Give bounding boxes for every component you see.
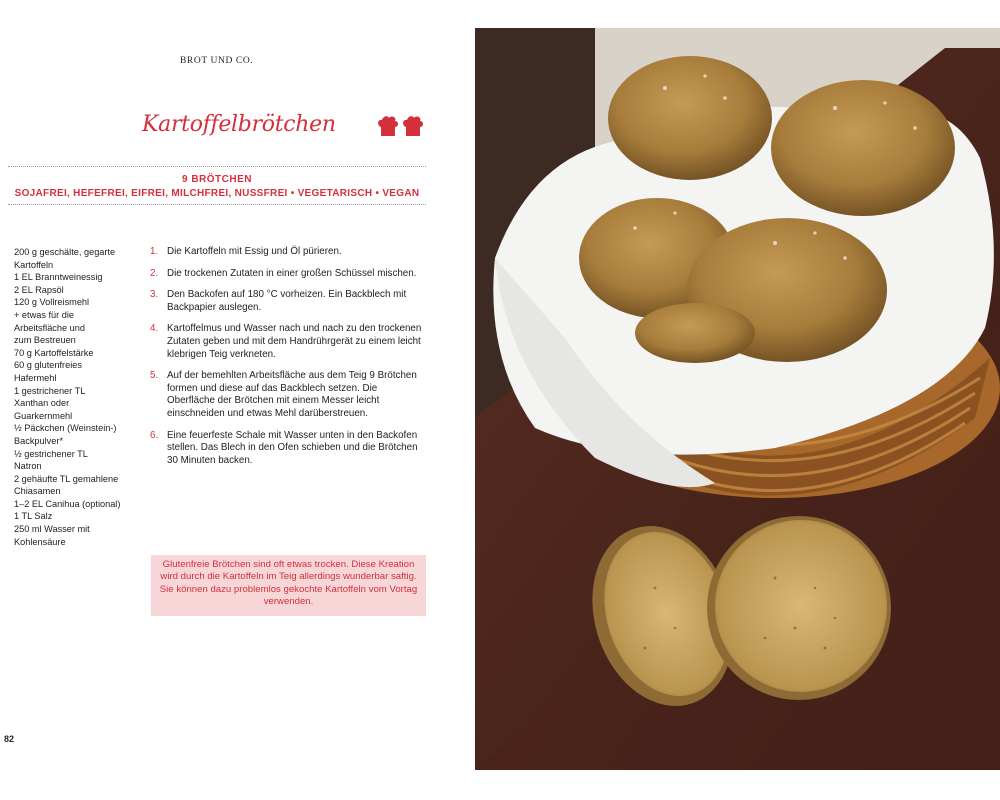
recipe-title: Kartoffelbrötchen (142, 112, 336, 137)
step-text: Die Kartoffeln mit Essig und Öl pürieren. (167, 246, 342, 257)
instruction-step (150, 246, 426, 259)
instruction-step (150, 370, 426, 420)
ingredient-line: zum Bestreuen (14, 335, 76, 346)
page-number: 82 (4, 734, 15, 744)
ingredient-line: 60 g glutenfreies (14, 360, 82, 371)
ingredient-line: Chiasamen (14, 486, 61, 497)
step-text: Eine feuerfeste Schale mit Wasser unten in den Backofen stellen. Das Blech in den Ofen schieben und die Brötchen 30 Minuten backen. (167, 429, 418, 466)
step-number: 3. (150, 289, 159, 301)
ingredient-line: 1–2 EL Canihua (optional) (14, 498, 121, 509)
ingredient-line: 120 g Vollreismehl (14, 297, 90, 308)
step-number: 2. (150, 267, 159, 279)
section-label: BROT UND CO. (180, 56, 254, 66)
recipe-page (0, 0, 475, 800)
ingredient-list (14, 246, 144, 548)
ingredient-line: 70 g Kartoffelstärke (14, 347, 94, 358)
step-text: Kartoffelmus und Wasser nach und nach zu den trockenen Zutaten geben und mit dem Handrührgerät zu einem leicht klebrigen Teig verkneten. (167, 323, 422, 360)
step-text: Den Backofen auf 180 °C vorheizen. Ein Backblech mit Backpapier auslegen. (167, 289, 407, 313)
difficulty-indicator (377, 115, 424, 137)
ingredient-line: Hafermehl (14, 372, 57, 383)
ingredient-line: 1 EL Branntweinessig (14, 272, 103, 283)
ingredient-line: Natron (14, 461, 42, 472)
ingredient-line: Backpulver* (14, 435, 64, 446)
step-number: 5. (150, 370, 159, 382)
ingredient-line: 2 EL Rapsöl (14, 284, 64, 295)
instruction-step (150, 323, 426, 361)
diet-tags: SOJAFREI, HEFEFREI, EIFREI, MILCHFREI, NUSSFREI • VEGETARISCH • VEGAN (14, 188, 420, 199)
ingredient-line: Xanthan oder (14, 398, 70, 409)
ingredient-line: Kohlensäure (14, 536, 66, 547)
divider-top (8, 166, 426, 167)
step-number: 6. (150, 429, 159, 441)
chef-hat-icon (402, 115, 424, 137)
bread-rolls-basket-photo (475, 28, 1000, 770)
instruction-step (150, 268, 426, 281)
tip-box: Glutenfreie Brötchen sind oft etwas trocken. Diese Kreation wird durch die Kartoffeln im Teig allerdings wunderbar saftig. Sie können dazu problemlos gekochte Kartoffeln vom Vortag verwenden. (151, 555, 426, 616)
ingredient-line: Guarkernmehl (14, 410, 73, 421)
instruction-list (150, 246, 426, 476)
ingredient-line: Arbeitsfläche und (14, 322, 85, 333)
ingredient-line: 1 gestrichener TL (14, 385, 86, 396)
ingredient-line: 2 gehäufte TL gemahlene (14, 473, 119, 484)
ingredient-line: 250 ml Wasser mit (14, 524, 90, 535)
ingredient-line: 1 TL Salz (14, 511, 53, 522)
ingredient-line: 200 g geschälte, gegarte (14, 247, 116, 257)
step-text: Auf der bemehlten Arbeitsfläche aus dem Teig 9 Brötchen formen und diese auf das Backblech setzen. Die Oberfläche der Brötchen mit einem Messer leicht einschneiden und etwas Mehl darüberstreuen. (167, 370, 417, 419)
ingredient-line: ½ gestrichener TL (14, 448, 88, 459)
step-text: Die trockenen Zutaten in einer großen Schüssel mischen. (167, 267, 417, 279)
instruction-step (150, 289, 426, 314)
ingredient-line: Kartoffeln (14, 259, 54, 270)
ingredient-line: ½ Päckchen (Weinstein-) (14, 423, 117, 434)
chef-hat-icon (377, 115, 399, 137)
divider-bottom (8, 204, 426, 205)
step-number: 1. (150, 246, 159, 257)
ingredient-line: + etwas für die (14, 309, 75, 320)
portion-info: 9 BRÖTCHEN (181, 174, 252, 185)
step-number: 4. (150, 323, 159, 335)
instruction-step (150, 430, 426, 468)
